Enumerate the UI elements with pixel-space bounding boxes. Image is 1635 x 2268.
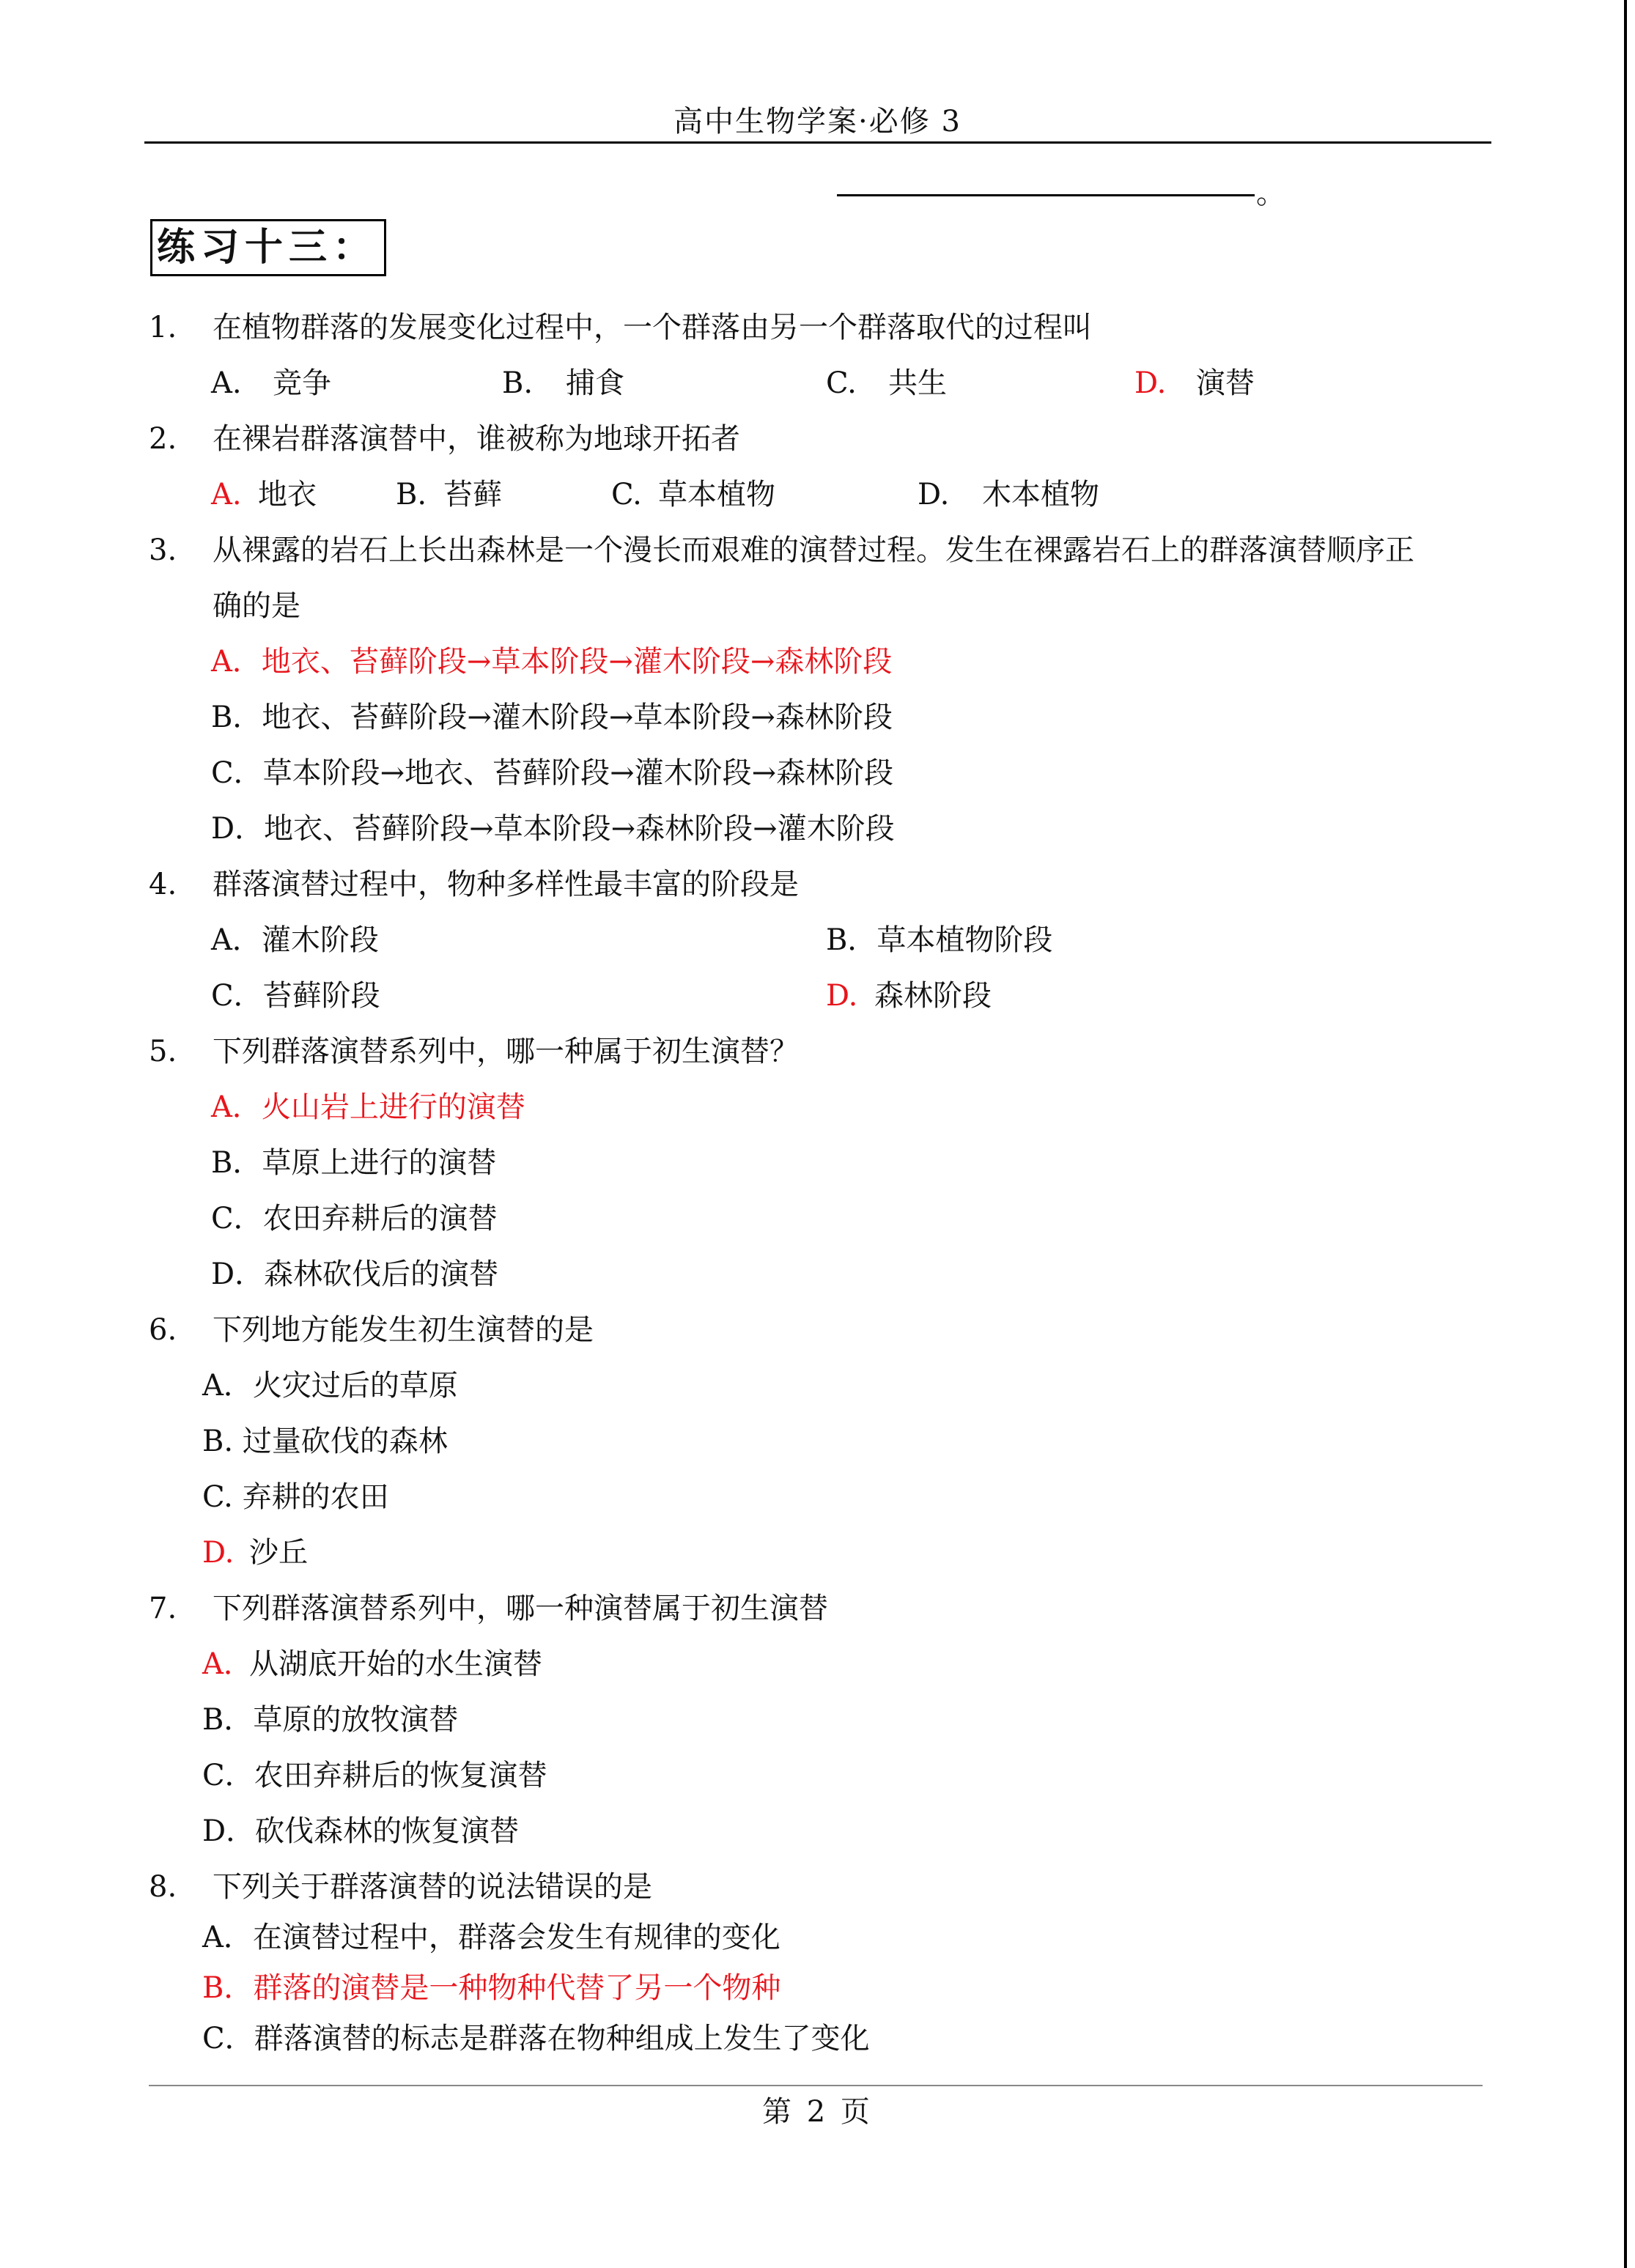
question-7 — [0, 1587, 1635, 1630]
question-6 — [0, 1308, 1635, 1352]
option-a-label: A. — [211, 478, 242, 511]
option-d: D．地衣、苔藓阶段→草本阶段→森林阶段→灌木阶段 — [211, 812, 895, 846]
question-number: 6. — [149, 1313, 177, 1347]
question-4 — [0, 862, 1635, 906]
question-8 — [0, 1865, 1635, 1909]
section-title: 练习十三： — [150, 219, 386, 276]
option-b: B．草原上进行的演替 — [211, 1146, 497, 1180]
option-a-label: A. — [211, 366, 242, 400]
option-a: 地衣 — [258, 478, 317, 511]
option-a: A．在演替过程中，群落会发生有规律的变化 — [202, 1921, 780, 1954]
option-c: C．草本阶段→地衣、苔藓阶段→灌木阶段→森林阶段 — [211, 756, 894, 790]
question-number: 5. — [149, 1035, 177, 1068]
question-text: 群落演替过程中，物种多样性最丰富的阶段是 — [213, 868, 799, 901]
option-b: B．地衣、苔藓阶段→灌木阶段→草本阶段→森林阶段 — [211, 701, 893, 734]
answer-blank-line — [837, 194, 1255, 196]
option-d — [202, 1531, 308, 1575]
question-text: 从裸露的岩石上长出森林是一个漫长而艰难的演替过程。发生在裸露岩石上的群落演替顺序正 — [213, 533, 1414, 567]
option-d-label: D. — [1134, 366, 1167, 400]
option-a: A．火灾过后的草原 — [202, 1369, 458, 1403]
option-d: D．森林砍伐后的演替 — [211, 1257, 499, 1291]
question-text: 在植物群落的发展变化过程中，一个群落由另一个群落取代的过程叫 — [213, 311, 1092, 344]
option-d: D．砍伐森林的恢复演替 — [202, 1814, 520, 1848]
question-1-options — [0, 361, 1635, 405]
option-d-label: D. — [918, 478, 950, 511]
question-2-options — [0, 473, 1635, 517]
option-b: B．草原的放牧演替 — [202, 1703, 459, 1737]
footer-rule — [149, 2085, 1483, 2086]
option-d-text: 沙丘 — [249, 1536, 308, 1570]
question-text: 下列群落演替系列中，哪一种属于初生演替？ — [213, 1035, 799, 1068]
question-number: 3. — [149, 533, 177, 567]
option-c-label: C. — [611, 478, 642, 511]
option-d-label: D. — [826, 979, 858, 1013]
question-5 — [0, 1030, 1635, 1074]
question-number: 8. — [149, 1870, 177, 1904]
option-d-label: D. — [202, 1536, 235, 1570]
question-3 — [0, 528, 1635, 572]
option-b: B．群落的演替是一种物种代替了另一个物种 — [202, 1971, 781, 2005]
option-b-label: B. — [396, 478, 427, 511]
option-a: A．灌木阶段 — [211, 923, 379, 957]
option-c: C．农田弃耕后的恢复演替 — [202, 1759, 547, 1792]
option-c: C．群落演替的标志是群落在物种组成上发生了变化 — [202, 2022, 870, 2055]
page-number: 第 2 页 — [762, 2095, 873, 2129]
option-c: C. 弃耕的农田 — [202, 1480, 389, 1514]
option-a-text: 从湖底开始的水生演替 — [249, 1647, 542, 1681]
option-a: 竞争 — [273, 366, 331, 400]
option-d-text: 森林阶段 — [874, 979, 992, 1013]
question-text: 下列地方能发生初生演替的是 — [213, 1313, 594, 1347]
option-c-label: C. — [826, 366, 857, 400]
option-c: C．农田弃耕后的演替 — [211, 1202, 498, 1235]
question-number: 1. — [149, 311, 177, 344]
option-a-label: A． — [202, 1647, 253, 1681]
question-3-line-2: 确的是 — [213, 589, 300, 623]
option-d: 演替 — [1196, 366, 1255, 400]
question-text: 在裸岩群落演替中，谁被称为地球开拓者 — [213, 422, 740, 456]
option-c: C．苔藓阶段 — [211, 979, 380, 1013]
question-2 — [0, 417, 1635, 461]
question-text: 下列群落演替系列中，哪一种演替属于初生演替 — [213, 1592, 828, 1625]
option-b: 苔藓 — [443, 478, 502, 511]
question-number: 4. — [149, 868, 177, 901]
option-a: A．火山岩上进行的演替 — [211, 1090, 525, 1124]
option-c: 共生 — [888, 366, 947, 400]
option-b: 捕食 — [566, 366, 624, 400]
option-d: 木本植物 — [982, 478, 1099, 511]
blank-period: 。 — [1256, 177, 1285, 210]
header-rule — [144, 141, 1491, 144]
option-d — [826, 974, 992, 1018]
option-b-label: B. — [502, 366, 534, 400]
question-1 — [0, 306, 1635, 350]
option-c: 草本植物 — [658, 478, 775, 511]
option-b: B．草本植物阶段 — [826, 923, 1053, 957]
option-a — [202, 1642, 542, 1686]
option-a: A．地衣、苔藓阶段→草本阶段→灌木阶段→森林阶段 — [211, 645, 893, 679]
header-title: 高中生物学案·必修 3 — [673, 105, 962, 138]
question-number: 7. — [149, 1592, 177, 1625]
question-number: 2. — [149, 422, 177, 456]
question-text: 下列关于群落演替的说法错误的是 — [213, 1870, 652, 1904]
option-b: B. 过量砍伐的森林 — [202, 1425, 448, 1458]
